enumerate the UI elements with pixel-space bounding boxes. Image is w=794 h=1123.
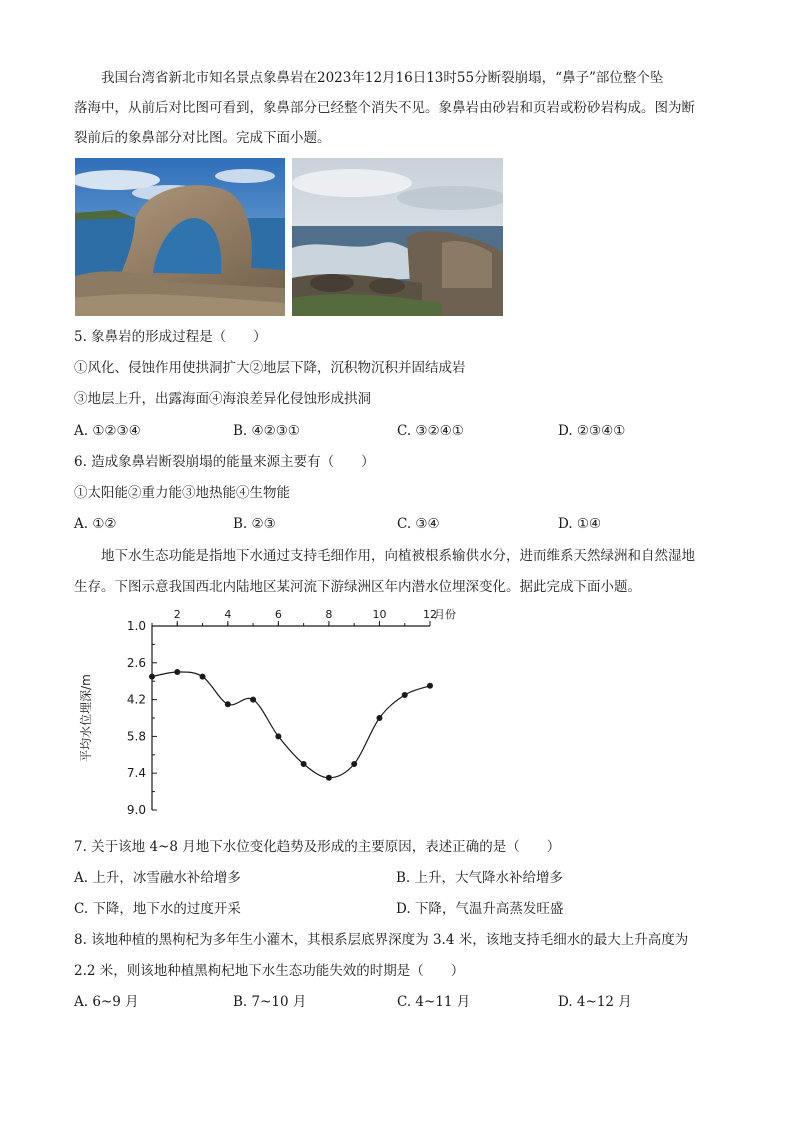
chart-data-point — [174, 669, 180, 675]
chart-points — [149, 669, 433, 781]
chart-data-point — [275, 733, 281, 739]
chart-y-tick-label: 4.2 — [126, 692, 146, 707]
q8-option-c[interactable]: C. 4~11 月 — [397, 994, 471, 1010]
q7-option-a[interactable]: A. 上升，冰雪融水补给增多 — [74, 870, 241, 886]
chart-x-ticks — [152, 608, 437, 626]
q7-option-c[interactable]: C. 下降，地下水的过度开采 — [74, 901, 241, 917]
chart-data-point — [351, 761, 357, 767]
chart-data-point — [402, 692, 408, 698]
q5-items-line1: ①风化、侵蚀作用使拱洞扩大②地层下降，沉积物沉积并固结成岩 — [74, 360, 466, 376]
q8-option-a[interactable]: A. 6~9 月 — [74, 994, 139, 1010]
q8-option-b[interactable]: B. 7~10 月 — [233, 994, 307, 1010]
q5-option-d[interactable]: D. ②③④① — [558, 423, 626, 439]
chart-x-label: 月份 — [434, 608, 456, 621]
q7-option-b[interactable]: B. 上升，大气降水补给增多 — [396, 870, 564, 886]
chart-y-tick-label: 1.0 — [126, 619, 146, 633]
q6-stem: 6. 造成象鼻岩断裂崩塌的能量来源主要有（ ） — [74, 454, 375, 470]
chart-y-tick-label: 2.6 — [126, 655, 146, 670]
chart-y-tick-label: 9.0 — [126, 803, 146, 817]
q7-option-d[interactable]: D. 下降，气温升高蒸发旺盛 — [396, 901, 564, 917]
q7-stem: 7. 关于该地 4~8 月地下水位变化趋势及形成的主要原因，表述正确的是（ ） — [74, 839, 561, 855]
chart-series-line — [152, 672, 430, 778]
chart-x-tick-label: 10 — [372, 608, 387, 621]
q5-items-line2: ③地层上升，出露海面④海浪差异化侵蚀形成拱洞 — [74, 391, 371, 407]
photo-before-collapse — [75, 158, 285, 316]
passage1-line1: 我国台湾省新北市知名景点象鼻岩在2023年12月16日13时55分断裂崩塌，“鼻子”部位整个坠 — [101, 70, 664, 86]
q6-items-line1: ①太阳能②重力能③地热能④生物能 — [74, 485, 290, 501]
q6-option-b[interactable]: B. ②③ — [233, 516, 276, 532]
passage2-line1: 地下水生态功能是指地下水通过支持毛细作用，向植被根系输供水分，进而维系天然绿洲和自然湿地 — [101, 548, 695, 564]
chart-x-tick-label: 2 — [173, 608, 181, 621]
passage2-line2: 生存。下图示意我国西北内陆地区某河流下游绿洲区年内潜水位埋深变化。据此完成下面小题。 — [74, 579, 641, 595]
q8-stem-line2: 2.2 米，则该地种植黑枸杞地下水生态功能失效的时期是（ ） — [74, 963, 465, 979]
chart-x-tick-label: 4 — [224, 608, 232, 621]
chart-x-tick-label: 12 — [423, 608, 437, 621]
q6-option-c[interactable]: C. ③④ — [397, 516, 440, 532]
q8-stem-line1: 8. 该地种植的黑枸杞为多年生小灌木，其根系层底界深度为 3.4 米，该地支持毛细水的最大上升高度为 — [74, 932, 689, 948]
chart-y-tick-label: 7.4 — [126, 766, 146, 781]
chart-data-point — [149, 674, 155, 680]
passage1-line2: 落海中，从前后对比图可看到，象鼻部分已经整个消失不见。象鼻岩由砂岩和页岩或粉砂岩构成。图为断 — [74, 100, 695, 116]
chart-data-point — [427, 683, 433, 689]
chart-data-point — [200, 674, 206, 680]
chart-data-point — [250, 697, 256, 703]
passage1-line3: 裂前后的象鼻部分对比图。完成下面小题。 — [74, 130, 331, 146]
chart-data-point — [376, 715, 382, 721]
chart-y-label: 平均水位埋深/m — [79, 674, 93, 762]
q5-stem: 5. 象鼻岩的形成过程是（ ） — [74, 329, 267, 345]
photo-after-collapse — [292, 158, 503, 316]
water-table-depth-chart — [74, 604, 474, 820]
chart-x-tick-label: 8 — [325, 608, 333, 621]
chart-x-tick-label: 6 — [274, 608, 282, 621]
chart-data-point — [225, 701, 231, 707]
q8-option-d[interactable]: D. 4~12 月 — [558, 994, 632, 1010]
q5-option-a[interactable]: A. ①②③④ — [74, 423, 141, 439]
chart-y-tick-label: 5.8 — [126, 729, 146, 744]
q6-option-a[interactable]: A. ①② — [74, 516, 117, 532]
chart-data-point — [301, 761, 307, 767]
chart-data-point — [326, 775, 332, 781]
q5-option-c[interactable]: C. ③②④① — [397, 423, 464, 439]
q5-option-b[interactable]: B. ④②③① — [233, 423, 300, 439]
q6-option-d[interactable]: D. ①④ — [558, 516, 602, 532]
chart-axes — [152, 626, 430, 810]
